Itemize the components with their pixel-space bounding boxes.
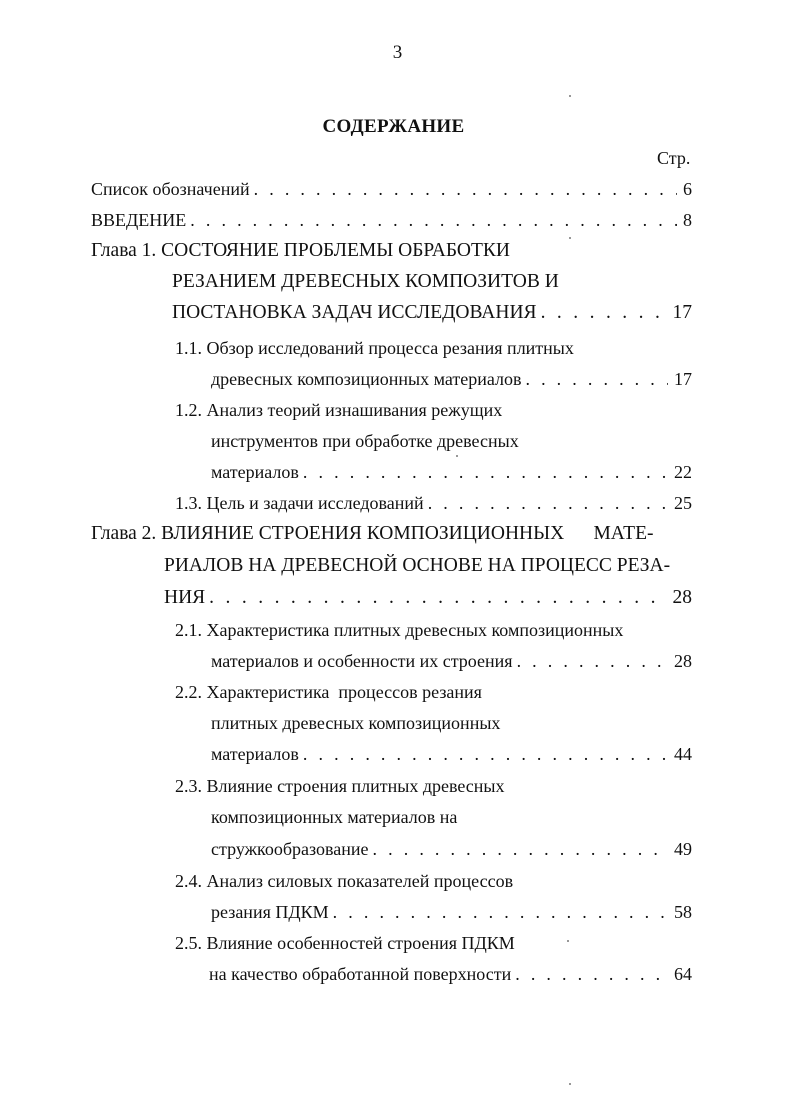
- toc-entry-text: плитных древесных композиционных: [211, 713, 501, 733]
- scan-speck: [569, 237, 571, 239]
- dot-leader: [428, 489, 668, 517]
- toc-entry-page: 22: [674, 462, 692, 482]
- scan-speck: [456, 455, 458, 457]
- toc-entry-text: Глава 1. СОСТОЯНИЕ ПРОБЛЕМЫ ОБРАБОТКИ: [91, 240, 510, 261]
- toc-entry-text: Список обозначений: [91, 179, 250, 199]
- toc-entry-text: 1.2. Анализ теорий изнашивания режущих: [175, 400, 503, 420]
- page-number: 3: [392, 42, 403, 63]
- toc-entry-text: РИАЛОВ НА ДРЕВЕСНОЙ ОСНОВЕ НА ПРОЦЕСС РЕЗА-: [164, 555, 671, 576]
- toc-entry-text: на качество обработанной поверхности: [209, 964, 512, 984]
- toc-entry-text: резания ПДКМ: [211, 902, 329, 922]
- dot-leader: [525, 365, 668, 393]
- dot-leader: [517, 647, 668, 675]
- toc-entry-text: материалов: [211, 744, 299, 764]
- toc-entry-page: 8: [683, 210, 692, 230]
- toc-entry-text: 2.1. Характеристика плитных древесных композиционных: [175, 620, 624, 640]
- toc-entry: [172, 299, 692, 327]
- toc-entry-text: материалов и особенности их строения: [211, 651, 513, 671]
- toc-entry-page: 49: [674, 839, 692, 859]
- toc-entry: [209, 960, 692, 988]
- toc-entry: [211, 647, 692, 675]
- toc-entry: [175, 489, 692, 517]
- toc-entry-text: 2.2. Характеристика процессов резания: [175, 682, 482, 702]
- dot-leader: [303, 740, 668, 768]
- toc-entry-page: 6: [683, 179, 692, 199]
- toc-entry-page: 58: [674, 902, 692, 922]
- scan-speck: [569, 95, 571, 97]
- toc-entry-text: ВВЕДЕНИЕ: [91, 210, 187, 230]
- toc-entry-text: НИЯ: [164, 587, 206, 608]
- toc-entry-page: 17: [672, 302, 692, 323]
- dot-leader: [303, 458, 668, 486]
- toc-entry-text: ПОСТАНОВКА ЗАДАЧ ИССЛЕДОВАНИЯ: [172, 302, 537, 323]
- toc-entry: [164, 584, 692, 612]
- toc-entry-page: 44: [674, 744, 692, 764]
- toc-entry-text: Глава 2. ВЛИЯНИЕ СТРОЕНИЯ КОМПОЗИЦИОННЫХ МАТЕ-: [91, 523, 654, 544]
- page-column-header: Стр.: [657, 148, 691, 168]
- toc-entry: [211, 740, 692, 768]
- dot-leader: [209, 584, 666, 612]
- toc-entry-text: древесных композиционных материалов: [211, 369, 522, 389]
- dot-leader: [254, 175, 677, 203]
- dot-leader: [373, 835, 668, 863]
- toc-entry-text: материалов: [211, 462, 299, 482]
- toc-entry-page: 28: [672, 587, 692, 608]
- toc-entry-text: 1.1. Обзор исследований процесса резания плитных: [175, 338, 574, 358]
- toc-entry-text: 2.4. Анализ силовых показателей процессов: [175, 871, 514, 891]
- toc-entry-text: 2.5. Влияние особенностей строения ПДКМ: [175, 933, 515, 953]
- toc-entry-text: РЕЗАНИЕМ ДРЕВЕСНЫХ КОМПОЗИТОВ И: [172, 271, 559, 292]
- toc-entry-text: инструментов при обработке древесных: [211, 431, 519, 451]
- dot-leader: [190, 206, 677, 234]
- toc-entry: [211, 458, 692, 486]
- scan-speck: [569, 1083, 571, 1085]
- toc-entry-text: композиционных материалов на: [211, 807, 458, 827]
- dot-leader: [541, 299, 667, 327]
- toc-entry-page: 17: [674, 369, 692, 389]
- toc-entry: [91, 175, 692, 203]
- dot-leader: [333, 898, 668, 926]
- toc-entry-page: 25: [674, 493, 692, 513]
- toc-entry-page: 64: [674, 964, 692, 984]
- toc-entry-text: стружкообразование: [211, 839, 369, 859]
- dot-leader: [515, 960, 668, 988]
- toc-entry-page: 28: [674, 651, 692, 671]
- scan-speck: [567, 940, 569, 942]
- page-title: СОДЕРЖАНИЕ: [322, 116, 465, 137]
- toc-entry-text: 2.3. Влияние строения плитных древесных: [175, 776, 505, 796]
- toc-entry-text: 1.3. Цель и задачи исследований: [175, 493, 424, 513]
- toc-entry: [91, 206, 692, 234]
- toc-entry: [211, 898, 692, 926]
- toc-entry: [211, 365, 692, 393]
- toc-entry: [211, 835, 692, 863]
